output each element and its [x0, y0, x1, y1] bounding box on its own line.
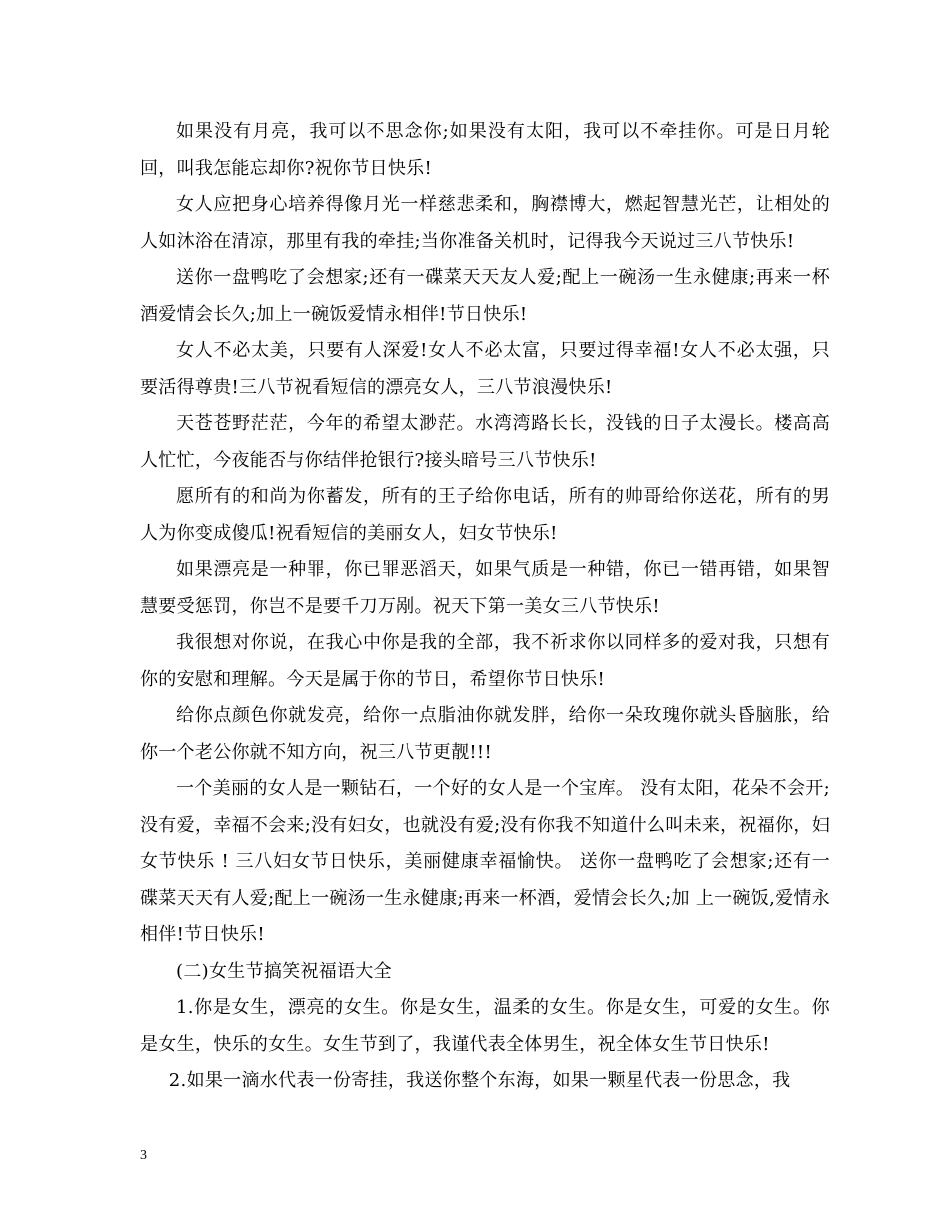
paragraph: 给你点颜色你就发亮，给你一点脂油你就发胖，给你一朵玫瑰你就头昏脑胀，给你一个老公你就不知方向，祝三八节更靓!!! — [140, 705, 830, 763]
paragraph: 女人应把身心培养得像月光一样慈悲柔和，胸襟博大，燃起智慧光芒，让相处的人如沐浴在清凉，那里有我的牵挂;当你准备关机时，记得我今天说过三八节快乐! — [140, 194, 830, 252]
paragraph: 如果没有月亮，我可以不思念你;如果没有太阳，我可以不牵挂你。可是日月轮回，叫我怎能忘却你?祝你节日快乐! — [140, 121, 830, 179]
section-heading: (二)女生节搞笑祝福语大全 — [176, 960, 392, 982]
paragraph: 愿所有的和尚为你蓄发，所有的王子给你电话，所有的帅哥给你送花，所有的男人为你变成傻瓜!祝看短信的美丽女人，妇女节快乐! — [140, 486, 830, 544]
paragraph: 如果漂亮是一种罪，你已罪恶滔天，如果气质是一种错，你已一错再错，如果智慧要受惩罚，你岂不是要千刀万剐。祝天下第一美女三八节快乐! — [140, 559, 830, 617]
numbered-paragraph: 1.你是女生，漂亮的女生。你是女生，温柔的女生。你是女生，可爱的女生。你是女生，快乐的女生。女生节到了，我谨代表全体男生，祝全体女生节日快乐! — [140, 997, 830, 1055]
paragraph: 送你一盘鸭吃了会想家;还有一碟菜天天友人爱;配上一碗汤一生永健康;再来一杯酒爱情会长久;加上一碗饭爱情永相伴!节日快乐! — [140, 267, 830, 325]
numbered-paragraph: 2.如果一滴水代表一份寄挂，我送你整个东海，如果一颗星代表一份思念，我 — [168, 1070, 791, 1091]
paragraph: 我很想对你说，在我心中你是我的全部，我不祈求你以同样多的爱对我，只想有你的安慰和理解。今天是属于你的节日，希望你节日快乐! — [140, 632, 830, 690]
paragraph: 一个美丽的女人是一颗钻石，一个好的女人是一个宝库。 没有太阳，花朵不会开;没有爱，幸福不会来;没有妇女，也就没有爱;没有你我不知道什么叫未来，祝福你，妇女节快乐 ! 三八妇女节日快乐，美丽健康幸福愉快。 送你一盘鸭吃了会想家;还有一碟菜天天有人爱;配上一碗汤一生永健康;再来一杯酒，爱情会长久;加 上一碗饭,爱情永相伴!节日快乐! — [140, 778, 830, 945]
paragraph: 女人不必太美，只要有人深爱!女人不必太富，只要过得幸福!女人不必太强，只要活得尊贵!三八节祝看短信的漂亮女人，三八节浪漫快乐! — [140, 340, 830, 398]
paragraph: 天苍苍野茫茫，今年的希望太渺茫。水湾湾路长长，没钱的日子太漫长。楼高高人忙忙，今夜能否与你结伴抢银行?接头暗号三八节快乐! — [140, 413, 830, 471]
page-number: 3 — [140, 1148, 147, 1163]
document-body — [140, 114, 830, 1100]
